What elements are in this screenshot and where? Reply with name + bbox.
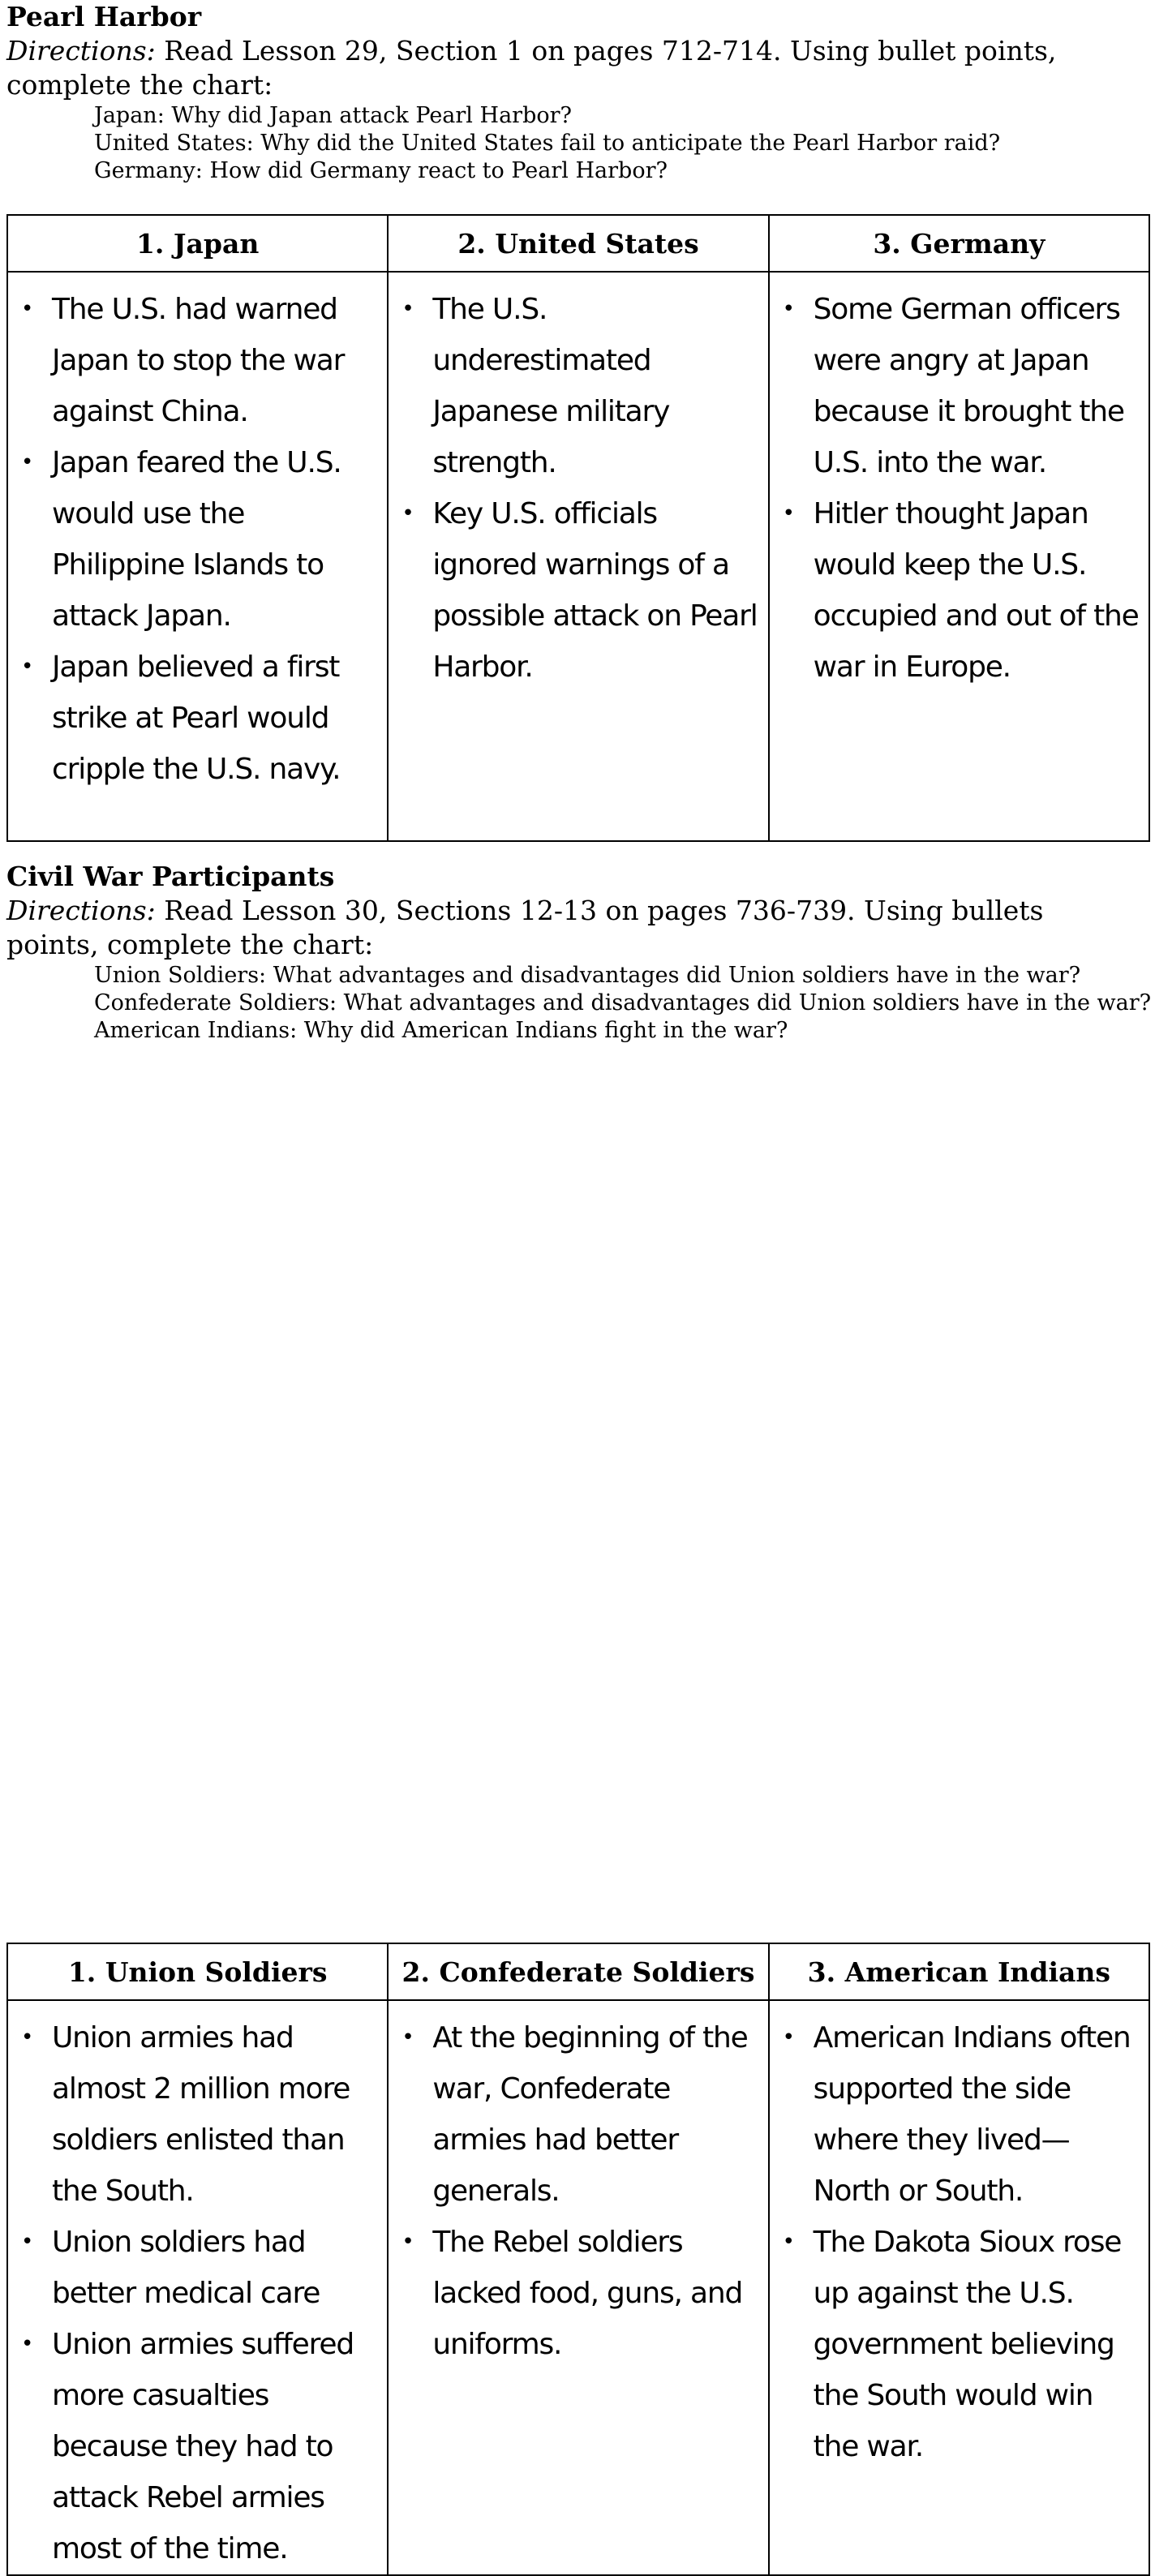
column-cell-union-soldiers (7, 2000, 388, 2575)
bullet-list (389, 2012, 767, 2370)
bullet-item: • At the beginning of the war, Confederate armies had better generals. (401, 2012, 762, 2217)
question-list (94, 962, 1150, 1045)
section-title: Civil War Participants (6, 861, 335, 892)
column-cell-united-states (388, 272, 768, 841)
bullet-item: • The Dakota Sioux rose up against the U.S. government believing the South would win the war. (783, 2217, 1144, 2472)
directions-label: Directions: (6, 35, 156, 67)
bullet-item: • The U.S. had warned Japan to stop the war against China. (21, 284, 382, 437)
directions-text: Read Lesson 30, Sections 12-13 on pages 736-739. Using bullets points, complete the chart: (6, 895, 1044, 960)
column-header-american-indians: 3. American Indians (769, 1943, 1149, 2000)
chart-body-row (7, 272, 1149, 841)
bullet-item: • American Indians often supported the side where they lived—North or South. (783, 2012, 1144, 2217)
question-american-indians: American Indians: Why did American Indians fight in the war? (94, 1018, 788, 1043)
chart-header-row (7, 215, 1149, 272)
bullet-item: • The Rebel soldiers lacked food, guns, and uniforms. (401, 2217, 762, 2370)
section-title: Pearl Harbor (6, 1, 202, 32)
question-germany: Germany: How did Germany react to Pearl Harbor? (94, 158, 668, 183)
question-list (94, 102, 1150, 185)
chart-header-row (7, 1943, 1149, 2000)
pearl-harbor-chart (6, 214, 1150, 842)
column-cell-japan (7, 272, 388, 841)
bullet-list (389, 284, 767, 693)
directions-text: Read Lesson 29, Section 1 on pages 712-714. Using bullet points, complete the chart: (6, 35, 1057, 101)
column-header-japan: 1. Japan (7, 215, 388, 272)
column-cell-american-indians (769, 2000, 1149, 2575)
civil-war-section (6, 860, 1152, 2565)
pearl-harbor-section (6, 0, 1150, 786)
bullet-list (8, 2012, 387, 2574)
bullet-item: • Union armies suffered more casualties because they had to attack Rebel armies most of the time. (21, 2319, 382, 2574)
bullet-list (770, 284, 1149, 693)
directions-label: Directions: (6, 895, 156, 926)
bullet-item: • Key U.S. officials ignored warnings of a possible attack on Pearl Harbor. (401, 488, 762, 693)
column-header-germany: 3. Germany (769, 215, 1149, 272)
question-union-soldiers: Union Soldiers: What advantages and disadvantages did Union soldiers have in the war? (94, 963, 1081, 988)
column-header-united-states: 2. United States (388, 215, 768, 272)
bullet-item: • Japan feared the U.S. would use the Philippine Islands to attack Japan. (21, 437, 382, 642)
column-header-union-soldiers: 1. Union Soldiers (7, 1943, 388, 2000)
bullet-list (770, 2012, 1149, 2472)
bullet-item: • Japan believed a first strike at Pearl would cripple the U.S. navy. (21, 642, 382, 795)
chart-body-row (7, 2000, 1149, 2575)
column-cell-confederate-soldiers (388, 2000, 768, 2575)
bullet-item: • Union armies had almost 2 million more soldiers enlisted than the South. (21, 2012, 382, 2217)
bullet-item: • Hitler thought Japan would keep the U.S. occupied and out of the war in Europe. (783, 488, 1144, 693)
bullet-list (8, 284, 387, 795)
question-confederate-soldiers: Confederate Soldiers: What advantages and disadvantages did Union soldiers have in the war? (94, 990, 1152, 1015)
directions (6, 894, 1142, 962)
question-united-states: United States: Why did the United States fail to anticipate the Pearl Harbor raid? (94, 131, 1001, 156)
column-header-confederate-soldiers: 2. Confederate Soldiers (388, 1943, 768, 2000)
directions (6, 34, 1142, 102)
column-cell-germany (769, 272, 1149, 841)
civil-war-chart (6, 1943, 1150, 2576)
bullet-item: • Union soldiers had better medical care (21, 2217, 382, 2319)
question-japan: Japan: Why did Japan attack Pearl Harbor? (94, 103, 572, 128)
bullet-item: • The U.S. underestimated Japanese military strength. (401, 284, 762, 488)
bullet-item: • Some German officers were angry at Japan because it brought the U.S. into the war. (783, 284, 1144, 488)
